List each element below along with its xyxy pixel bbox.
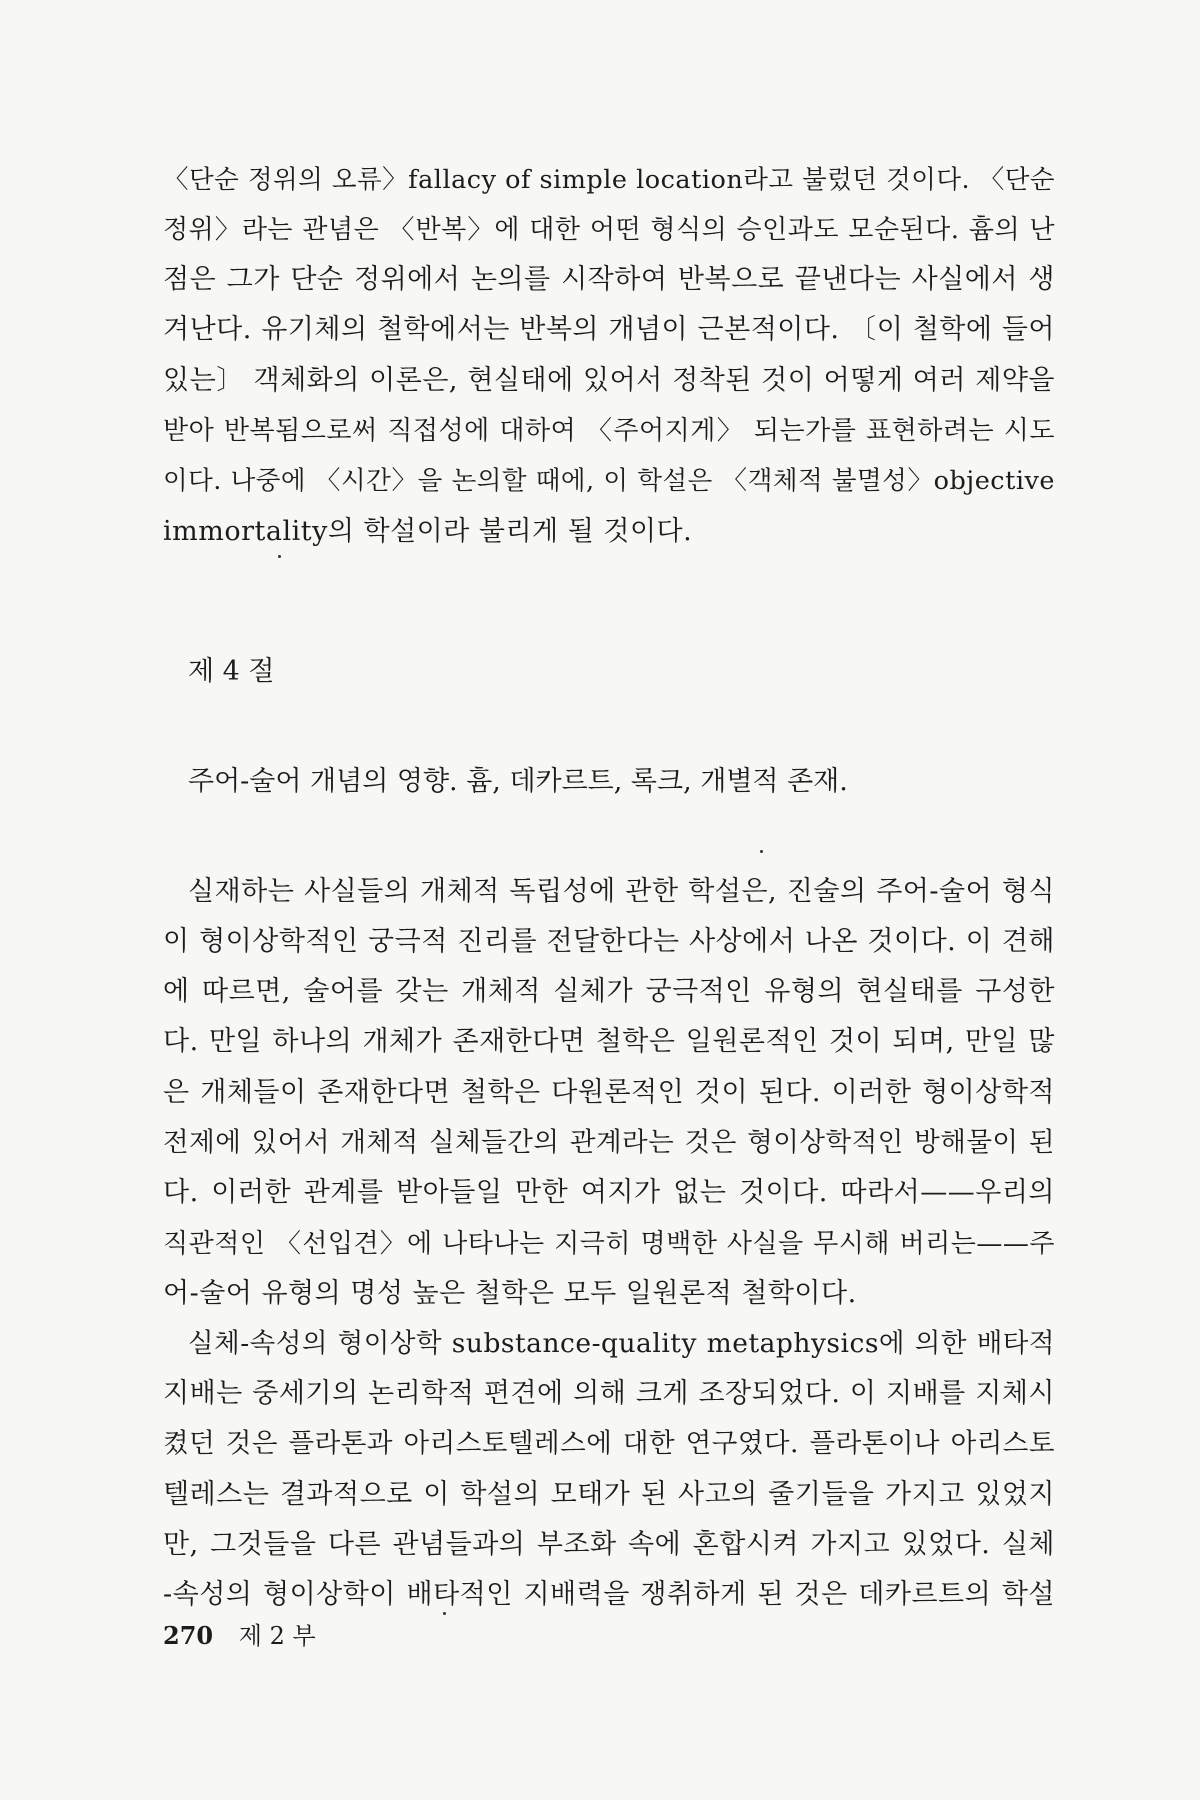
section-title: 주어-술어 개념의 영향. 흄, 데카르트, 록크, 개별적 존재. <box>188 766 848 797</box>
text-line: 지배는 중세기의 논리학적 편견에 의해 크게 조장되었다. 이 지배를 지체시 <box>163 1378 1055 1409</box>
part-label: 제 2 부 <box>238 1622 316 1650</box>
text-line: 직관적인 〈선입견〉에 나타나는 지극히 명백한 사실을 무시해 버리는——주 <box>163 1229 1055 1259</box>
text-line: 은 개체들이 존재한다면 철학은 다원론적인 것이 된다. 이러한 형이상학적 <box>163 1077 1055 1108</box>
text-line: 다. 만일 하나의 개체가 존재한다면 철학은 일원론적인 것이 되며, 만일 많 <box>163 1026 1055 1057</box>
text-line: 겨난다. 유기체의 철학에서는 반복의 개념이 근본적이다. 〔이 철학에 들어 <box>163 314 1055 345</box>
text-line: 있는〕 객체화의 이론은, 현실태에 있어서 정착된 것이 어떻게 여러 제약을 <box>163 365 1055 396</box>
scan-speck <box>760 850 763 853</box>
text-line: 에 따르면, 술어를 갖는 개체적 실체가 궁극적인 유형의 현실태를 구성한 <box>163 976 1055 1007</box>
text-line: 실체-속성의 형이상학 substance-quality metaphysics에 의한 배타적 <box>188 1328 1055 1359</box>
text-line: 어-술어 유형의 명성 높은 철학은 모두 일원론적 철학이다. <box>163 1278 857 1309</box>
text-line: 켰던 것은 플라톤과 아리스토텔레스에 대한 연구였다. 플라톤이나 아리스토 <box>163 1428 1055 1459</box>
text-line: 〈단순 정위의 오류〉fallacy of simple location라고 불렀던 것이다. 〈단순 <box>163 165 1056 195</box>
text-line: 점은 그가 단순 정위에서 논의를 시작하여 반복으로 끝낸다는 사실에서 생 <box>163 264 1055 295</box>
text-line: 이다. 나중에 〈시간〉을 논의할 때에, 이 학설은 〈객체적 불멸성〉objective <box>163 466 1055 496</box>
text-line: 정위〉라는 관념은 〈반복〉에 대한 어떤 형식의 승인과도 모순된다. 흄의 난 <box>163 215 1055 245</box>
text-line: 만, 그것들을 다른 관념들과의 부조화 속에 혼합시켜 가지고 있었다. 실체 <box>163 1529 1055 1560</box>
text-line: 다. 이러한 관계를 받아들일 만한 여지가 없는 것이다. 따라서——우리의 <box>163 1177 1055 1208</box>
text-line: 받아 반복됨으로써 직접성에 대하여 〈주어지게〉 되는가를 표현하려는 시도 <box>163 416 1055 446</box>
text-line: 텔레스는 결과적으로 이 학설의 모태가 된 사고의 줄기들을 가지고 있었지 <box>163 1479 1055 1510</box>
text-line: 이 형이상학적인 궁극적 진리를 전달한다는 사상에서 나온 것이다. 이 견해 <box>163 926 1055 957</box>
text-line: 실재하는 사실들의 개체적 독립성에 관한 학설은, 진술의 주어-술어 형식 <box>188 876 1055 907</box>
scan-speck <box>443 1612 446 1615</box>
text-line: 전제에 있어서 개체적 실체들간의 관계라는 것은 형이상학적인 방해물이 된 <box>163 1127 1055 1158</box>
section-label: 제 4 절 <box>188 656 275 687</box>
text-line: -속성의 형이상학이 배타적인 지배력을 쟁취하게 된 것은 데카르트의 학설 <box>163 1579 1055 1610</box>
page-footer <box>163 1620 316 1652</box>
page-number: 270 <box>163 1621 214 1650</box>
scan-speck <box>278 555 281 558</box>
text-line: immortality의 학설이라 불리게 될 것이다. <box>163 516 693 547</box>
